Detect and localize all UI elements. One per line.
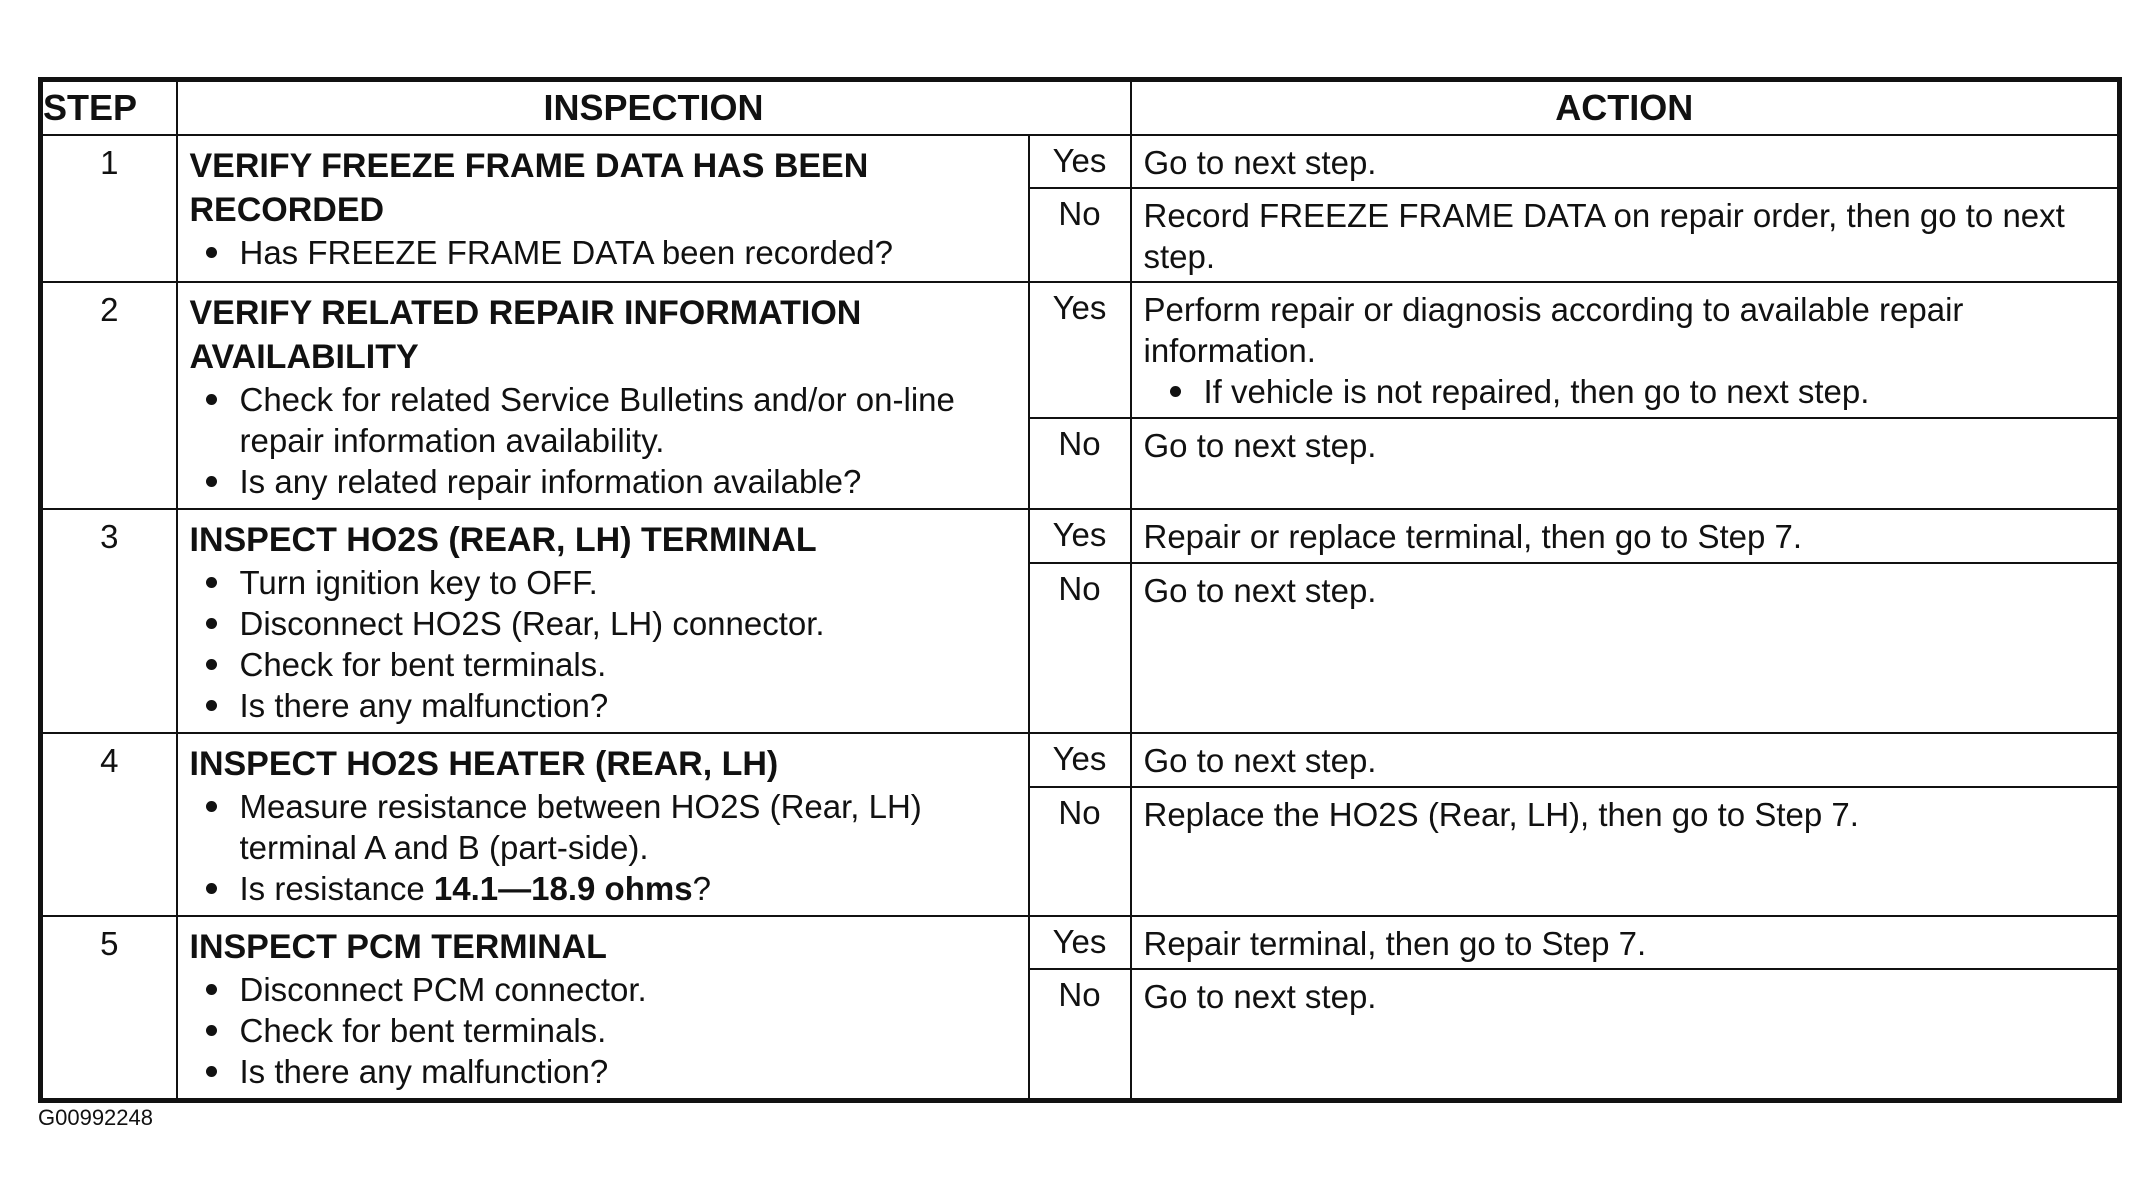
figure-id-caption: G00992248 [38,1105,153,1130]
resistance-spec: 14.1—18.9 ohms [433,870,693,907]
inspection-title: VERIFY RELATED REPAIR INFORMATION AVAILABILITY [189,294,862,376]
action-bullets [1144,371,2106,412]
inspection-cell [177,282,1029,509]
yes-action: Go to next step. [1131,733,2120,787]
diagnostic-table [38,77,2122,1103]
question-suffix: ? [692,870,711,907]
yes-label: Yes [1029,135,1131,188]
table-row [41,916,2120,969]
no-action: Go to next step. [1131,418,2120,509]
inspection-bullet: Is there any malfunction? [240,685,1016,726]
inspection-bullet: Disconnect HO2S (Rear, LH) connector. [240,603,1016,644]
inspection-bullets [190,562,1016,726]
yes-action: Go to next step. [1131,135,2120,188]
step-number: 5 [41,916,177,1101]
inspection-bullet: Check for bent terminals. [240,644,1016,685]
no-label: No [1029,787,1131,916]
action-bullet: If vehicle is not repaired, then go to next step. [1204,371,2106,412]
inspection-title: INSPECT HO2S HEATER (REAR, LH) [189,745,779,783]
inspection-bullet: Turn ignition key to OFF. [240,562,1016,603]
table-row [41,509,2120,563]
yes-action: Repair terminal, then go to Step 7. [1131,916,2120,969]
inspection-bullet: Disconnect PCM connector. [240,969,1016,1010]
inspection-bullet: Check for related Service Bulletins and/or on-line repair information availability. [240,379,1016,461]
step-number: 2 [41,282,177,509]
step-number: 4 [41,733,177,916]
action-header: ACTION [1131,80,2120,136]
inspection-bullet: Is there any malfunction? [240,1051,1016,1092]
step-number: 1 [41,135,177,282]
inspection-cell [177,916,1029,1101]
inspection-bullets [190,786,1016,909]
no-action: Record FREEZE FRAME DATA on repair order, then go to next step. [1131,188,2120,282]
inspection-bullet: Is any related repair information available? [240,461,1016,502]
no-label: No [1029,418,1131,509]
inspection-title: INSPECT PCM TERMINAL [189,928,607,966]
question-prefix: Is resistance [239,870,434,907]
inspection-bullet: Measure resistance between HO2S (Rear, LH) terminal A and B (part-side). [240,786,1016,868]
table-row [41,135,2120,188]
table-row [41,733,2120,787]
inspection-cell [177,135,1029,282]
inspection-title: INSPECT HO2S (REAR, LH) TERMINAL [189,521,817,559]
yes-action: Perform repair or diagnosis according to available repair information. [1143,291,1964,369]
inspection-bullets [190,379,1016,502]
no-action: Go to next step. [1131,563,2120,733]
no-action: Replace the HO2S (Rear, LH), then go to Step 7. [1131,787,2120,916]
no-action: Go to next step. [1131,969,2120,1101]
no-label: No [1029,969,1131,1101]
yes-label: Yes [1029,733,1131,787]
yes-label: Yes [1029,282,1131,418]
step-number: 3 [41,509,177,733]
header-row [41,80,2120,136]
no-label: No [1029,563,1131,733]
yes-label: Yes [1029,916,1131,969]
step-header: STEP [41,80,177,136]
no-label: No [1029,188,1131,282]
yes-action-cell [1131,282,2120,418]
inspection-header: INSPECTION [177,80,1131,136]
inspection-bullets [190,232,1016,273]
yes-label: Yes [1029,509,1131,563]
inspection-cell [177,509,1029,733]
table-row [41,282,2120,418]
inspection-bullet: Has FREEZE FRAME DATA been recorded? [240,232,1016,273]
inspection-cell [177,733,1029,916]
inspection-bullets [190,969,1016,1092]
inspection-bullet [240,868,1016,909]
yes-action: Repair or replace terminal, then go to Step 7. [1131,509,2120,563]
inspection-title: VERIFY FREEZE FRAME DATA HAS BEEN RECORDED [189,147,869,229]
inspection-bullet: Check for bent terminals. [240,1010,1016,1051]
